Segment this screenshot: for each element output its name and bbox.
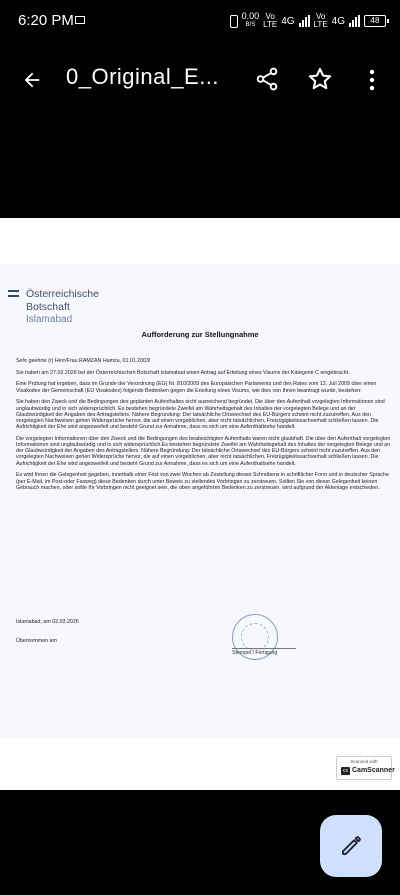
back-button[interactable]	[18, 66, 46, 94]
document-title: 0_Original_E...	[66, 64, 220, 89]
volte-1-top: Vo	[265, 12, 275, 21]
battery-icon: 48	[364, 15, 386, 27]
watermark-top: Scanned with	[350, 759, 378, 764]
volte-2-top: Vo	[315, 12, 326, 21]
volte-2	[314, 13, 328, 29]
signal-icon	[299, 15, 310, 27]
document-page	[0, 264, 400, 738]
volte-2-bottom: LTE	[313, 20, 328, 29]
logo-line-1: Österreichische	[26, 288, 99, 300]
speed-unit: B/S	[245, 22, 256, 28]
date-line: Islamabad, am 02.03.2026	[16, 619, 79, 625]
volte-1-bottom: LTE	[263, 20, 278, 29]
star-icon	[306, 65, 334, 93]
status-icons	[230, 10, 386, 32]
edit-fab-button[interactable]	[320, 815, 382, 877]
network-gen-1: 4G	[281, 15, 295, 27]
camscanner-logo-icon: cs	[343, 768, 348, 774]
status-bar	[0, 0, 400, 44]
watermark-name: CamScanner	[352, 767, 395, 774]
logo-mark-icon	[8, 290, 19, 300]
mail-icon	[75, 16, 85, 24]
more-vert-icon	[360, 66, 384, 94]
paragraph-3: Sie haben den Zweck und die Bedingungen des geplanten Aufenthaltes nicht ausreichend begründet. Die über den Aufenthalt vorgelegten Informationen sind unglaubwürdig und in sich widersprüchlich. Es bestehen begründete Zweifel am Wahrheitsgehalt des Inhaltes der vorgelegten Belege und an der Glaubwürdigkeit der Angaben des Antragstellers. Nähere Begründung: Der tatsächliche Ortswechsel des EU-Bürgers scheint nicht zuzutreffen. Aus den vorgelegten Nachweisen gehen Widersprüche hervor, die auf einen vorgeblichen, aber nicht tatsächlichen, Freizügigkeitssachverhalt schließen lassen. Die Aufrichtigkeit der Ehe wird angezweifelt und besteht Grund zur Annahme, dass es sich um eine Aufenthaltsehe handelt.	[16, 399, 385, 431]
letter-body	[16, 358, 392, 496]
volte-1	[263, 13, 277, 29]
signature-line	[232, 648, 296, 649]
stamp-label: Stempel / Fertigung	[232, 650, 278, 656]
paragraph-5: Es wird Ihnen die Gelegenheit gegeben, innerhalb einer Frist von zwei Wochen ab Zustellung dieses Schreibens in schriftlicher Form und in deutscher Sprache (per E-Mail, im Post-oder Faxweg) diese Bedenken durch unter Beweis zu stellendes Vorbringen zu zerstreuen. Sollten Sie von dieser Gelegenheit keinen Gebrauch machen, oder sollte Ihr Vorbringen nicht geeignet sein, die oben angeführten Bedenken zu zerstreuen, wird aufgrund der Aktenlage entschieden.	[16, 472, 389, 491]
logo-city: Islamabad	[26, 314, 73, 325]
paragraph-4: Die vorgelegten Informationen über den Zweck und die Bedingungen des beabsichtigten Aufenthalts waren nicht glaubhaft. Die über den Aufenthalt vorgelegten Informationen sind unglaubwürdig und in sich widersprüchlich.Es bestehen begründete Zweifel am Wahrheitsgehalt des Inhaltes der vorgelegten Belege und an der Glaubwürdigkeit der Angaben des Antragstellers. Nähere Begründung: Der tatsächliche Ortswechsel des EU-Bürgers scheint nicht zuzutreffen. Aus den vorgelegten Nachweisen gehen Widersprüche hervor, die auf einen vorgeblichen, aber nicht tatsächlichen, Freizügigkeitssachverhalt schließen lassen. Die Aufrichtigkeit der Ehe wird angezweifelt und besteht Grund zur Annahme, dass es sich um eine Aufenthaltsehe handelt.	[16, 435, 391, 467]
favorite-button[interactable]	[306, 65, 334, 93]
document-viewer[interactable]	[0, 218, 400, 790]
camscanner-watermark	[336, 756, 395, 780]
app-bar	[0, 44, 400, 116]
salutation: Sehr geehrte (r) Herr/Frau RAMZAN Hamza, 01.01.2003!	[16, 358, 151, 364]
edit-pencil-icon	[339, 834, 363, 858]
network-speed	[242, 12, 260, 30]
paragraph-2: Eine Prüfung hat ergeben, dass im Grunde der Verordnung (EG) Nr. 810/2009 des Europäischen Parlaments und des Rates vom 13. Juli 2009 über einen Visakodex der Gemeinschaft (EU Visakodex) folgende Bedenken gegen die Erteilung eines Visums, wie dies von Ihnen beantragt wurde, bestehen:	[16, 381, 377, 394]
letter-heading: Aufforderung zur Stellungnahme	[141, 330, 259, 339]
more-options-button[interactable]	[360, 66, 384, 94]
logo-line-2: Botschaft	[26, 301, 70, 313]
share-icon	[254, 66, 280, 92]
paragraph-1: Sie haben am 27.02.2026 bei der Österreichischen Botschaft Islamabad einen Antrag auf Erteilung eines Visums der Kategorie C eingebracht.	[16, 369, 350, 376]
logo-text	[26, 288, 99, 314]
speed-value: 0.00	[241, 11, 260, 21]
network-gen-2: 4G	[331, 15, 345, 27]
vibrate-icon	[230, 15, 238, 28]
back-arrow-icon	[21, 69, 43, 91]
signal-icon	[349, 15, 360, 27]
status-time: 6:20 PM	[18, 12, 74, 29]
share-button[interactable]	[254, 66, 282, 94]
received-line: Übernommen am	[16, 638, 57, 644]
